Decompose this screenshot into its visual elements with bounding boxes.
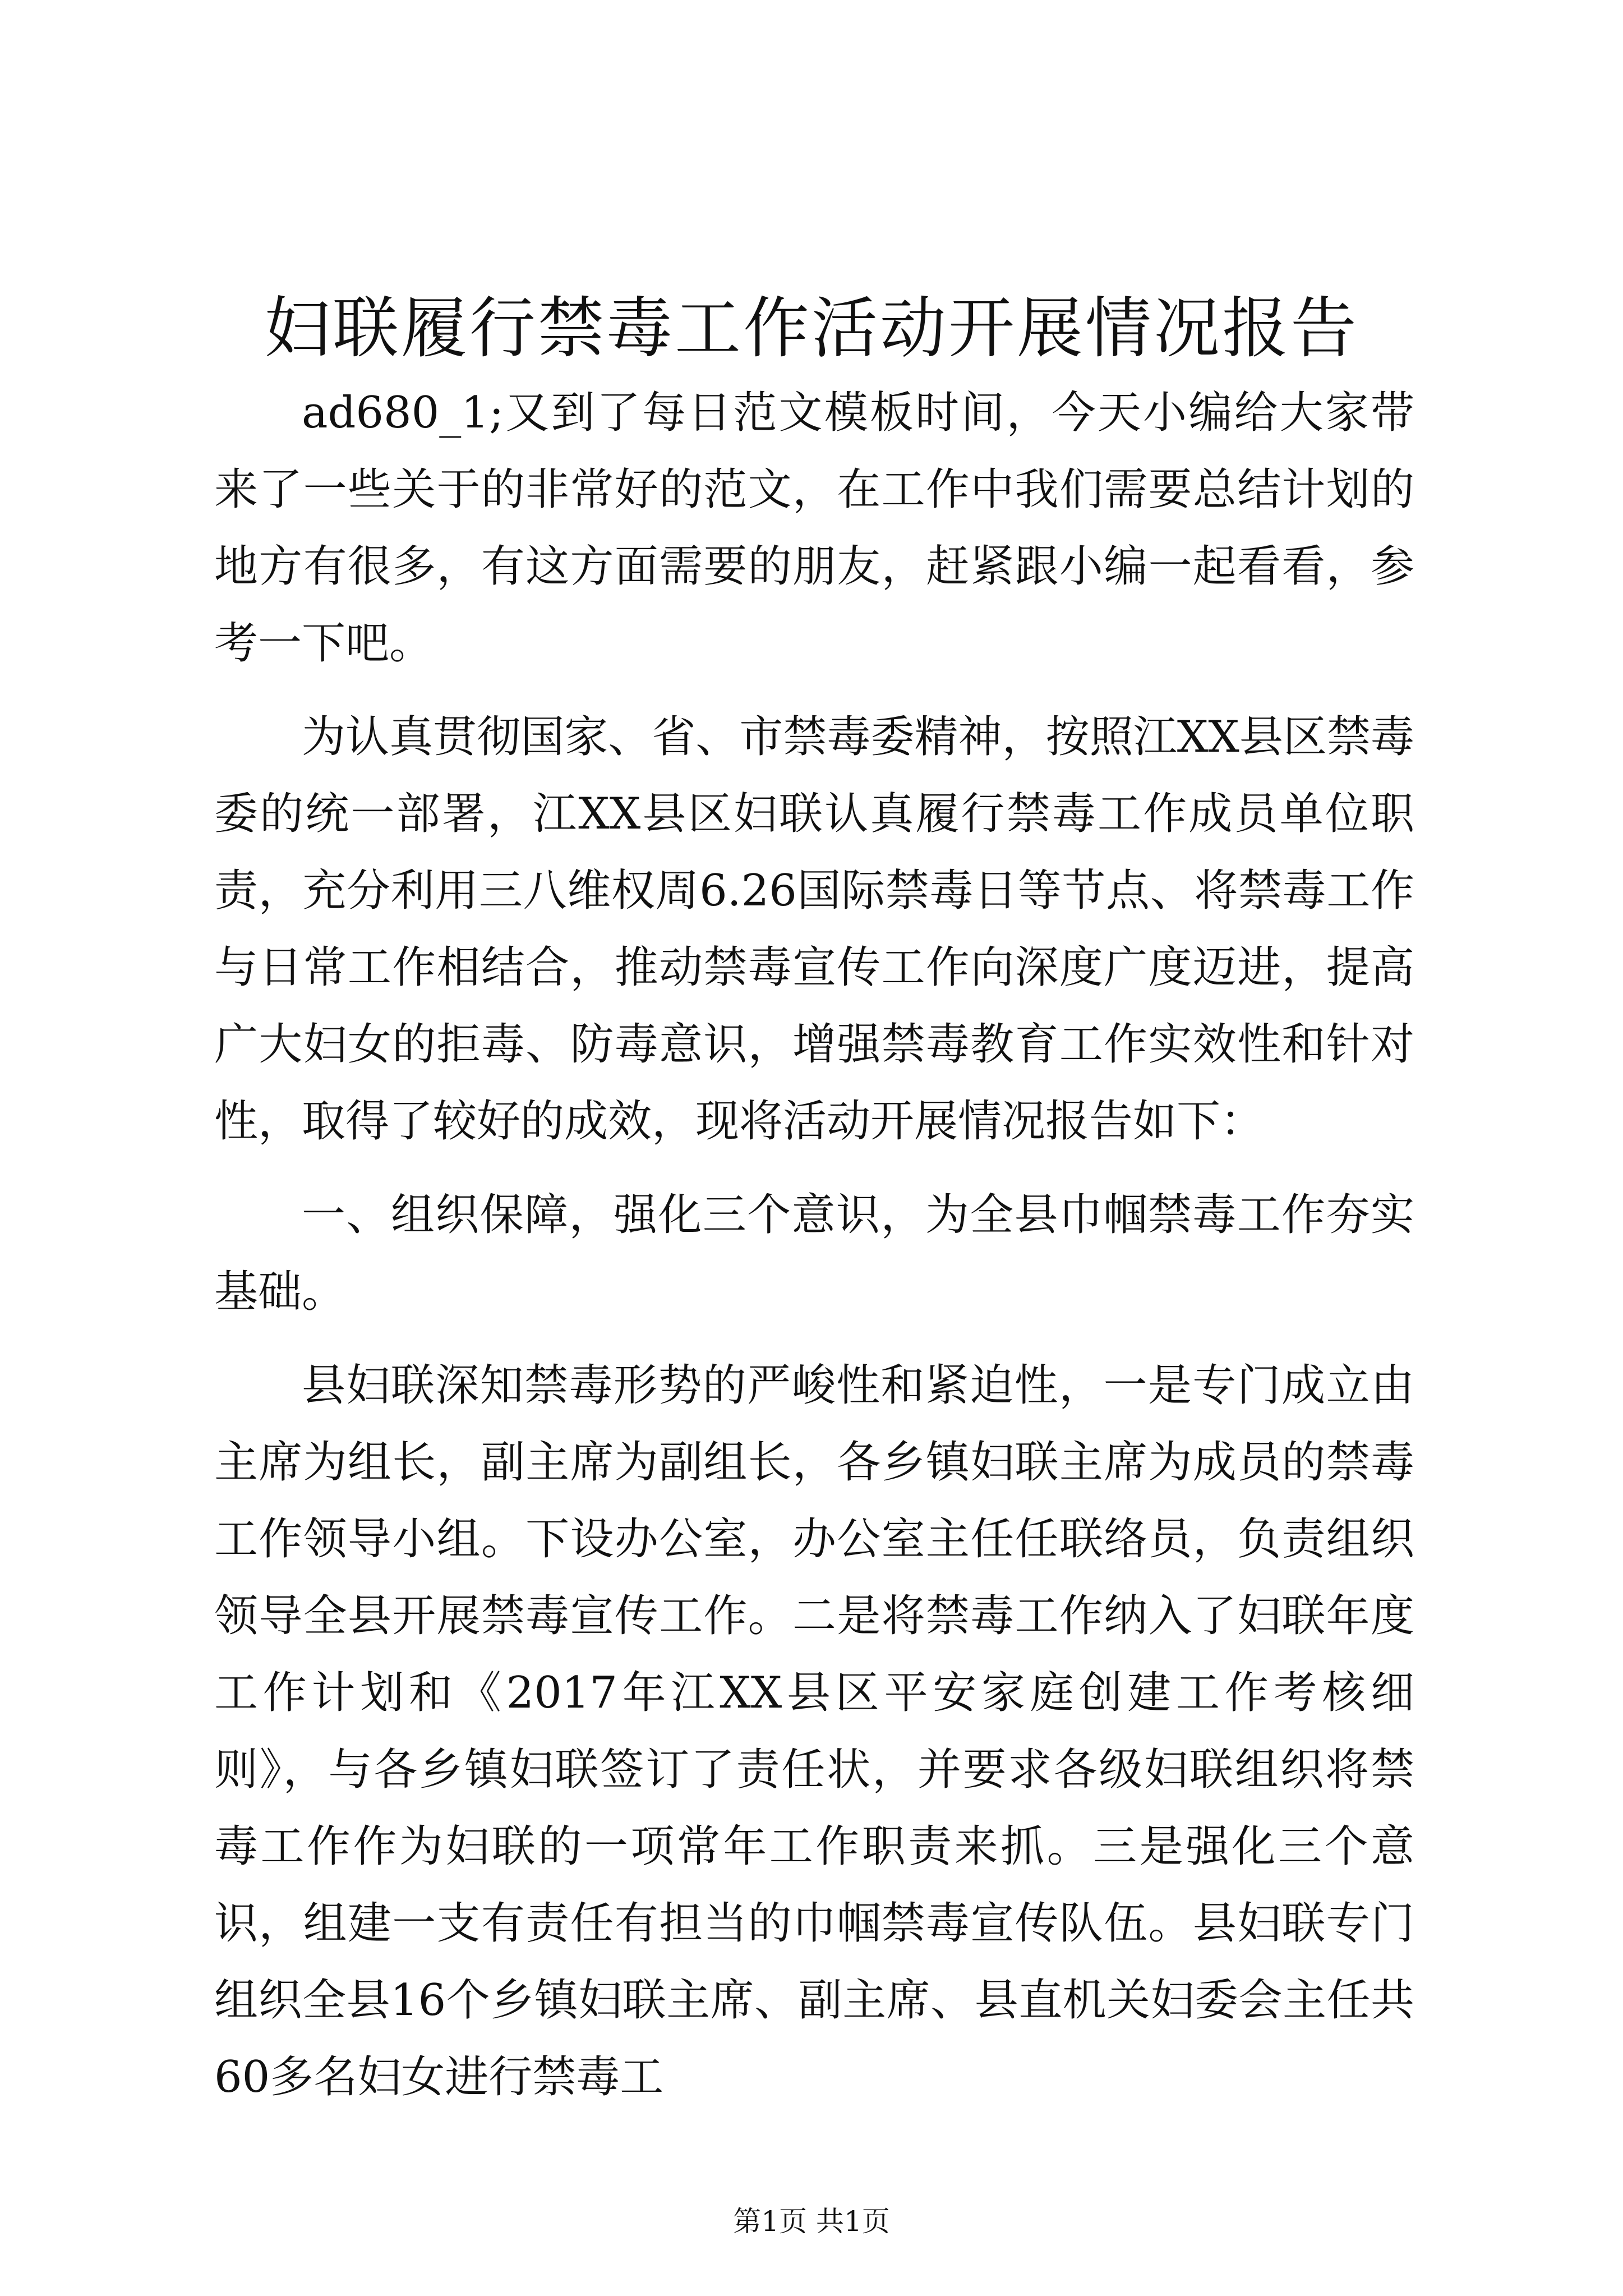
paragraph-section-1: 县妇联深知禁毒形势的严峻性和紧迫性，一是专门成立由主席为组长，副主席为副组长，各乡镇妇联主席为成员的禁毒工作领导小组。下设办公室，办公室主任任联络员，负责组织领导全县开展禁毒宣传工作。二是将禁毒工作纳入了妇联年度工作计划和《2017年江XX县区平安家庭创建工作考核细则》，与各乡镇妇联签订了责任状，并要求各级妇联组织将禁毒工作作为妇联的一项常年工作职责来抓。三是强化三个意识，组建一支有责任有担当的巾帼禁毒宣传队伍。县妇联专门组织全县16个乡镇妇联主席、副主席、县直机关妇委会主任共60多名妇女进行禁毒工 [214,1360,1414,2102]
document-title: 妇联履行禁毒工作活动开展情况报告 [264,289,1359,367]
paragraph-intro: ad680_1;又到了每日范文模板时间，今天小编给大家带来了一些关于的非常好的范文，在工作中我们需要总结计划的地方有很多，有这方面需要的朋友，赶紧跟小编一起看看，参考一下吧。 [214,388,1414,669]
document-body [214,375,1414,2133]
section-heading-1: 一、组织保障，强化三个意识，为全县巾帼禁毒工作夯实基础。 [214,1190,1414,1317]
paragraph-background: 为认真贯彻国家、省、市禁毒委精神，按照江XX县区禁毒委的统一部署，江XX县区妇联认真履行禁毒工作成员单位职责，充分利用三八维权周6.26国际禁毒日等节点、将禁毒工作与日常工作相结合，推动禁毒宣传工作向深度广度迈进，提高广大妇女的拒毒、防毒意识，增强禁毒教育工作实效性和针对性，取得了较好的成效，现将活动开展情况报告如下： [214,712,1414,1147]
page-footer: 第1页 共1页 [733,2205,890,2238]
